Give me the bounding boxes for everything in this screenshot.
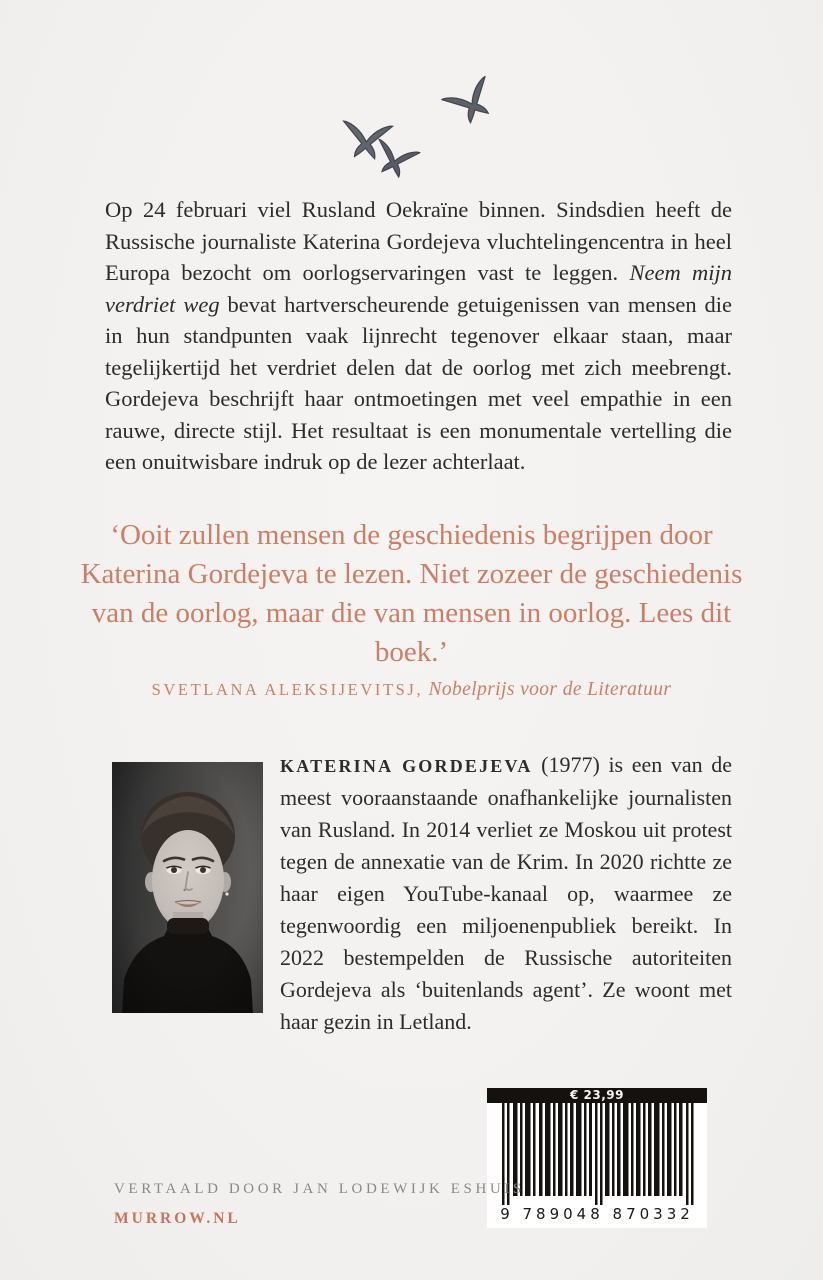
isbn-number: 9 789048 870332 <box>500 1205 694 1223</box>
author-bio <box>280 749 732 1038</box>
synopsis-part2: bevat hartverscheurende getuigenissen van mensen die in hun standpunten vaak lijnrecht tegenover elkaar staan, maar tegelijkertijd het verdriet delen dat de oorlog met zich meebrengt. Gordejeva beschrijft haar ontmoetingen met veel empathie in een rauwe, directe stijl. Het resultaat is een monumentale vertelling die een onuitwisbare indruk op de lezer achterlaat. <box>105 291 732 474</box>
price-tag: € 23,99 <box>487 1088 707 1103</box>
quote-credential: Nobelprijs voor de Literatuur <box>423 679 672 700</box>
quote-author: SVETLANA ALEKSIJEVITSJ, <box>151 680 424 699</box>
bird-icon <box>367 139 420 188</box>
book-title-italic: Neem mijn verdriet weg <box>105 260 733 317</box>
publisher-url: MURROW.NL <box>114 1210 241 1227</box>
synopsis-text <box>105 194 732 478</box>
barcode <box>487 1088 707 1228</box>
quote-attribution <box>0 679 823 701</box>
flying-birds-illustration <box>340 85 520 185</box>
bird-icon <box>441 76 505 137</box>
review-quote: ‘Ooit zullen mensen de geschiedenis begrijpen door Katerina Gordejeva te lezen. Niet zozeer de geschiedenis van de oorlog, maar die van mensen in oorlog. Lees dit boek.’ <box>80 519 743 668</box>
synopsis-part1: Op 24 februari viel Rusland Oekraïne binnen. Sindsdien heeft de Russische journaliste Katerina Gordejeva vluchtelingencentra in heel Europa bezocht om oorlogservaringen vast te leggen. <box>105 197 732 285</box>
author-photo <box>112 762 263 1013</box>
author-name: KATERINA GORDEJEVA <box>280 756 533 776</box>
translator-credit: VERTAALD DOOR JAN LODEWIJK ESHUIS <box>114 1181 525 1197</box>
author-bio-text: (1977) is een van de meest vooraanstaande onafhankelijke journalisten van Rusland. In 2014 verliet ze Moskou uit protest tegen de annexatie van de Krim. In 2020 richtte ze haar eigen YouTube-kanaal op, waarmee ze tegenwoordig een miljoenenpubliek bereikt. In 2022 bestempelden de Russische autoriteiten Gordejeva als ‘buitenlands agent’. Ze woont met haar gezin in Letland. <box>280 752 732 1034</box>
